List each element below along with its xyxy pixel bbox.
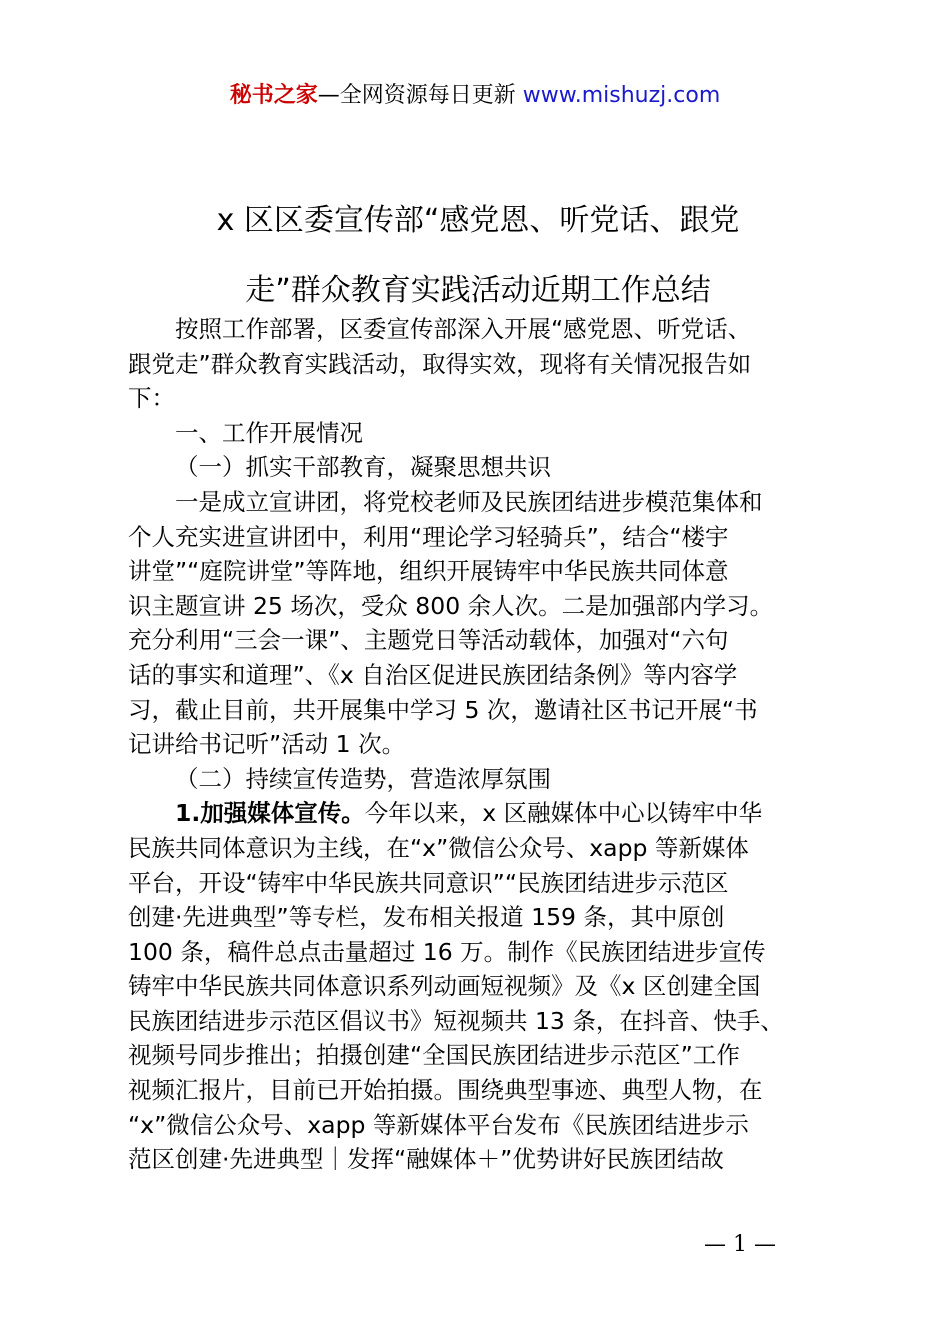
paragraph-line: 识主题宣讲 25 场次，受众 800 余人次。二是加强部内学习。 <box>128 591 774 620</box>
page-number: — 1 — <box>704 1232 776 1257</box>
title-line-1: x 区区委宣传部“感党恩、听党话、跟党 <box>216 203 740 238</box>
paragraph-line: 个人充实进宣讲团中，利用“理论学习轻骑兵”，结合“楼宇 <box>128 522 729 551</box>
paragraph-line: 范区创建·先进典型｜发挥“融媒体＋”优势讲好民族团结故 <box>128 1145 724 1174</box>
paragraph-line: 记讲给书记听”活动 1 次。 <box>128 730 406 759</box>
paragraph-line: 讲堂”“庭院讲堂”等阵地，组织开展铸牢中华民族共同体意 <box>128 557 729 586</box>
site-url-link[interactable]: www.mishuzj.com <box>522 83 721 108</box>
paragraph-line: 视频号同步推出；拍摄创建“全国民族团结进步示范区”工作 <box>128 1041 740 1070</box>
paragraph-line: 充分利用“三会一课”、主题党日等活动载体，加强对“六句 <box>128 626 729 655</box>
bold-lead: 1.加强媒体宣传。 <box>175 799 365 828</box>
subsection-heading: （一）抓实干部教育，凝聚思想共识 <box>175 453 551 482</box>
title-line-2: 走”群众教育实践活动近期工作总结 <box>245 273 711 308</box>
paragraph-line: 一是成立宣讲团，将党校老师及民族团结进步模范集体和 <box>175 487 763 516</box>
paragraph-line: 平台，开设“铸牢中华民族共同意识”“民族团结进步示范区 <box>128 868 729 897</box>
paragraph-line: 创建·先进典型”等专栏，发布相关报道 159 条，其中原创 <box>128 903 725 932</box>
paragraph-line: 民族共同体意识为主线，在“x”微信公众号、xapp 等新媒体 <box>128 833 749 862</box>
paragraph-line: 100 条，稿件总点击量超过 16 万。制作《民族团结进步宣传 <box>128 937 766 966</box>
paragraph-text: 今年以来，x 区融媒体中心以铸牢中华 <box>364 799 763 828</box>
paragraph-line: “x”微信公众号、xapp 等新媒体平台发布《民族团结进步示 <box>128 1110 749 1139</box>
document-body <box>128 312 838 1177</box>
section-heading: 一、工作开展情况 <box>175 418 363 447</box>
paragraph-line: 下： <box>128 384 175 413</box>
site-header <box>0 80 950 112</box>
document-title <box>128 186 828 326</box>
paragraph-line: 民族团结进步示范区倡议书》短视频共 13 条，在抖音、快手、 <box>128 1006 784 1035</box>
paragraph-line: 话的事实和道理”、《x 自治区促进民族团结条例》等内容学 <box>128 660 738 689</box>
paragraph-line: 跟党走”群众教育实践活动，取得实效，现将有关情况报告如 <box>128 349 752 378</box>
paragraph-line <box>128 796 838 831</box>
paragraph-line: 铸牢中华民族共同体意识系列动画短视频》及《x 区创建全国 <box>128 972 761 1001</box>
paragraph-line: 视频汇报片，目前已开始拍摄。围绕典型事迹、典型人物，在 <box>128 1076 763 1105</box>
paragraph-line: 按照工作部署，区委宣传部深入开展“感党恩、听党话、 <box>175 315 752 343</box>
subsection-heading: （二）持续宣传造势，营造浓厚氛围 <box>175 764 551 793</box>
paragraph-line: 习，截止目前，共开展集中学习 5 次，邀请社区书记开展“书 <box>128 695 758 724</box>
site-slogan: —全网资源每日更新 <box>317 83 516 108</box>
site-brand: 秘书之家 <box>229 83 318 108</box>
